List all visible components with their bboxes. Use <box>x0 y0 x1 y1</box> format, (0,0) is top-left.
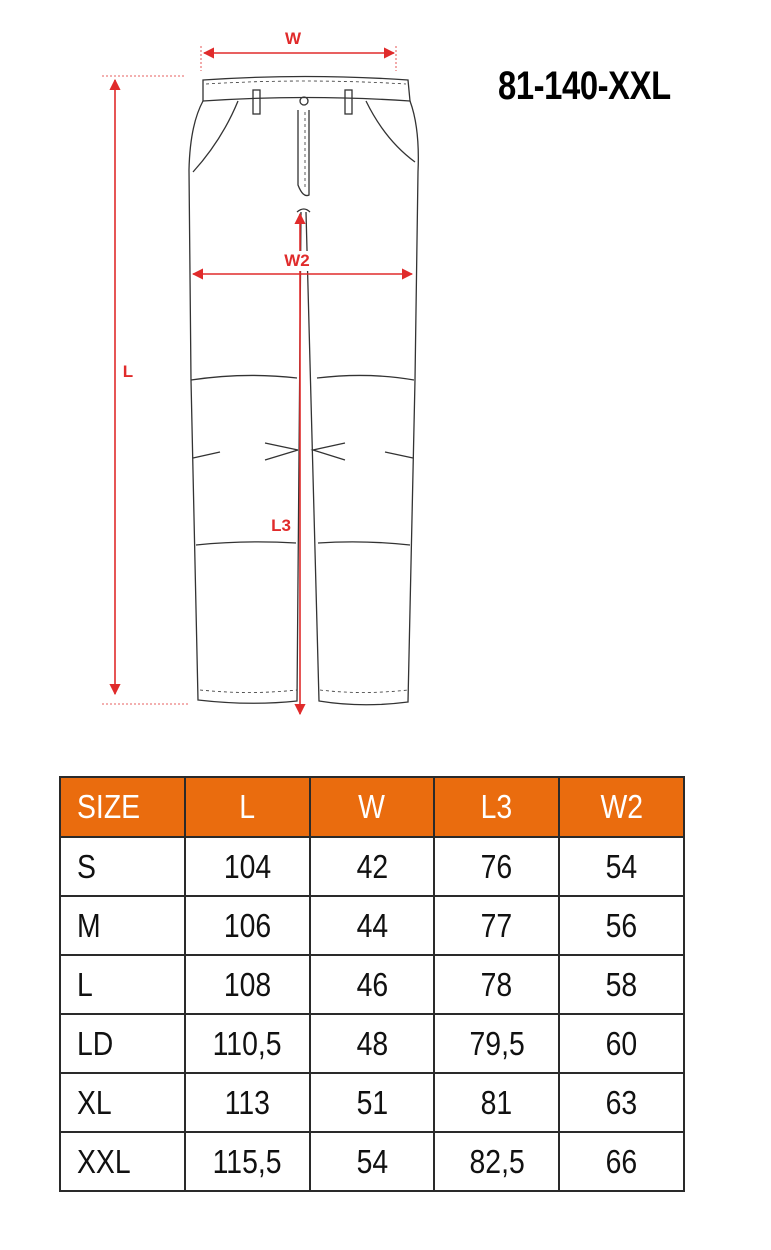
l3-cell: 79,5 <box>434 1014 559 1073</box>
header-l3: L3 <box>434 777 559 837</box>
w-cell: 46 <box>310 955 435 1014</box>
header-w: W <box>310 777 435 837</box>
table-row <box>60 1073 684 1132</box>
l3-cell: 81 <box>434 1073 559 1132</box>
l3-cell: 76 <box>434 837 559 896</box>
w2-cell: 63 <box>559 1073 684 1132</box>
l3-label: L3 <box>271 516 291 535</box>
size-cell: S <box>60 837 185 896</box>
header-size: SIZE <box>60 777 185 837</box>
w-cell: 44 <box>310 896 435 955</box>
w-cell: 54 <box>310 1132 435 1191</box>
size-cell: XL <box>60 1073 185 1132</box>
w2-cell: 58 <box>559 955 684 1014</box>
size-cell: L <box>60 955 185 1014</box>
table-header-row <box>60 777 684 837</box>
table-row <box>60 955 684 1014</box>
header-w2: W2 <box>559 777 684 837</box>
l-cell: 115,5 <box>185 1132 310 1191</box>
w-label: W <box>284 29 302 48</box>
w-cell: 42 <box>310 837 435 896</box>
table-row <box>60 1014 684 1073</box>
w2-label: W2 <box>284 251 310 270</box>
w2-cell: 56 <box>559 896 684 955</box>
table-row <box>60 896 684 955</box>
table-row <box>60 837 684 896</box>
w2-cell: 54 <box>559 837 684 896</box>
size-cell: XXL <box>60 1132 185 1191</box>
size-cell: M <box>60 896 185 955</box>
l-cell: 108 <box>185 955 310 1014</box>
w2-cell: 66 <box>559 1132 684 1191</box>
header-l: L <box>185 777 310 837</box>
l3-cell: 82,5 <box>434 1132 559 1191</box>
size-table <box>59 776 685 1192</box>
l-cell: 104 <box>185 837 310 896</box>
trousers-outline <box>189 77 418 705</box>
l-label: L <box>122 362 134 381</box>
l-cell: 113 <box>185 1073 310 1132</box>
table-row <box>60 1132 684 1191</box>
size-cell: LD <box>60 1014 185 1073</box>
l3-cell: 78 <box>434 955 559 1014</box>
product-code: 81-140-XXL <box>498 64 671 108</box>
w-cell: 48 <box>310 1014 435 1073</box>
l3-cell: 77 <box>434 896 559 955</box>
dimension-lines <box>102 46 412 714</box>
w-cell: 51 <box>310 1073 435 1132</box>
l-cell: 110,5 <box>185 1014 310 1073</box>
w2-cell: 60 <box>559 1014 684 1073</box>
l-cell: 106 <box>185 896 310 955</box>
